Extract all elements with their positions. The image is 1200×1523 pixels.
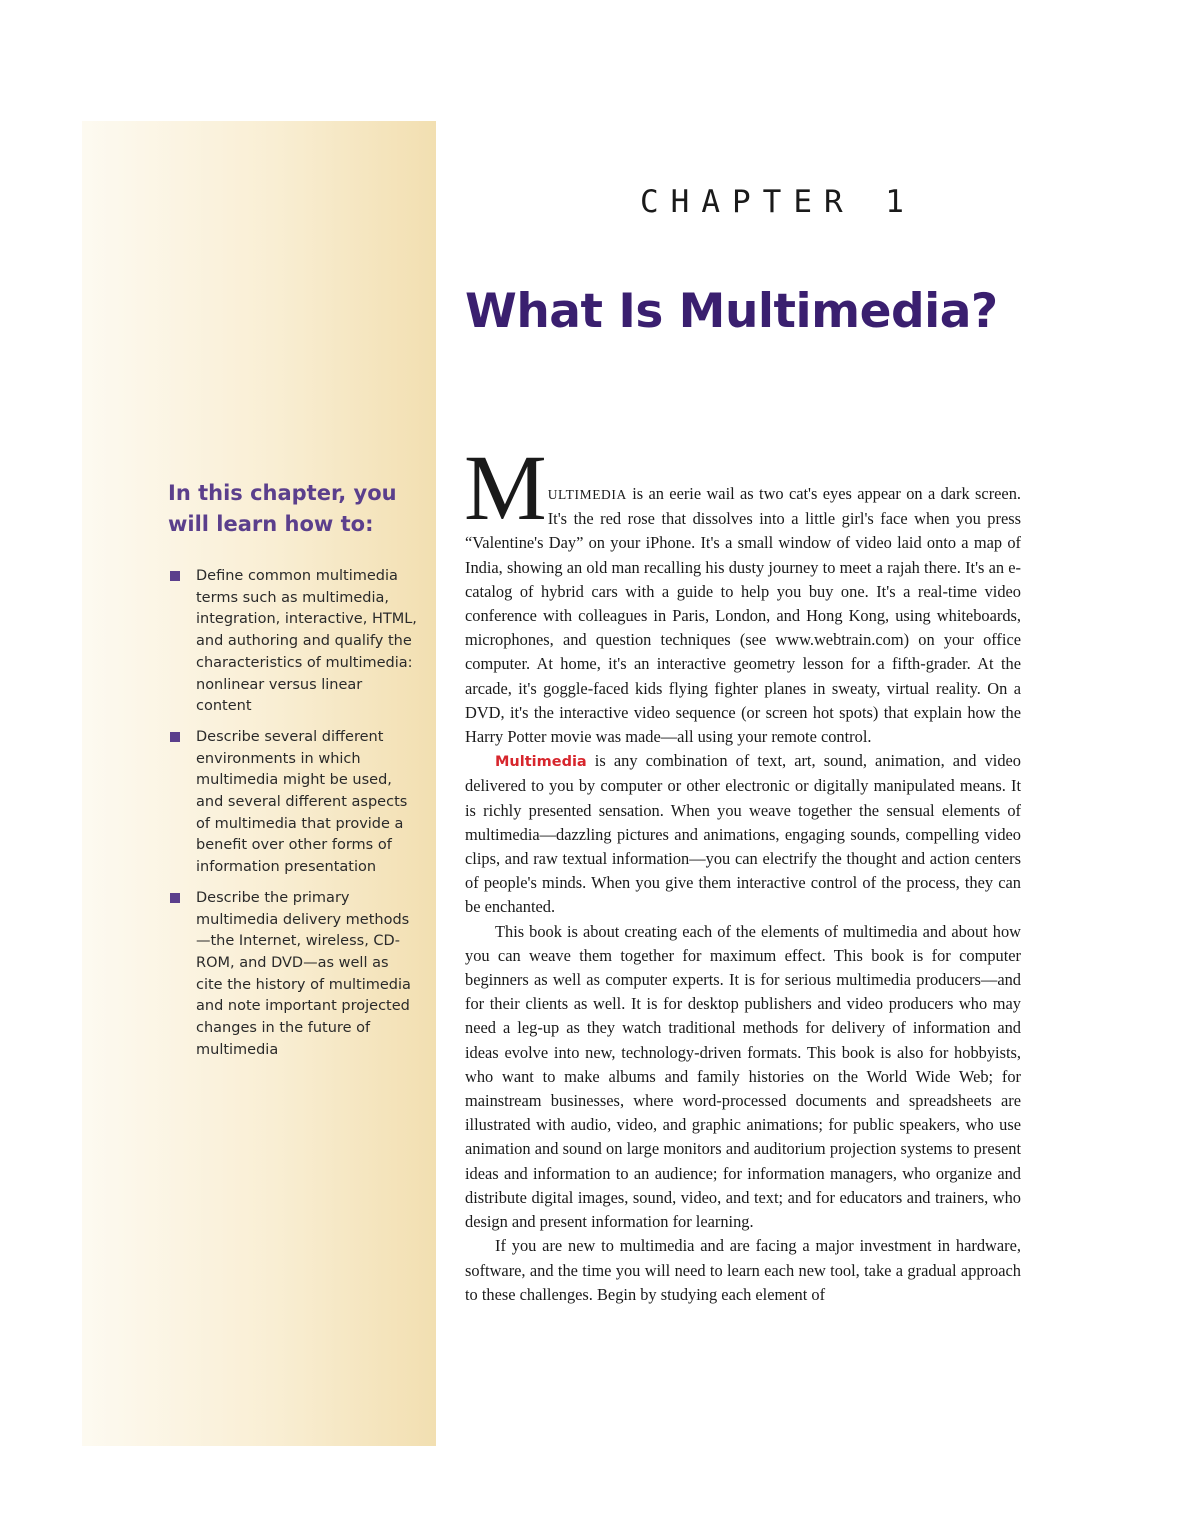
objective-item	[168, 888, 418, 1062]
chapter-number: CHAPTER 1	[640, 184, 916, 220]
lead-in-small-caps: ULTIMEDIA	[547, 487, 627, 502]
key-term: Multimedia	[495, 754, 587, 771]
objective-item	[168, 727, 418, 879]
objectives-heading-line2: will learn how to:	[168, 512, 374, 536]
learning-objectives-list	[168, 566, 418, 1070]
objective-text: Describe several different environments in which multimedia might be used, and several different aspects of multimedia that provide a benefit over other forms of information presentation	[196, 728, 408, 876]
paragraph-text: is an eerie wail as two cat's eyes appear on a dark screen. It's the red rose that dissolves into a little girl's face when you press “Valentine's Day” on your iPhone. It's a small window of video laid onto a map of India, showing an old man recalling his dusty journey to meet a rajah there. It's an e-catalog of hybrid cars with a guide to help you buy one. It's a real-time video conference with colleagues in Paris, London, and Hong Kong, using whiteboards, microphones, and question techniques (see www.webtrain.com) on your office computer. At home, it's an interactive geometry lesson for a fifth-grader. At the arcade, it's goggle-faced kids flying fighter planes in sweaty, virtual reality. On a DVD, it's the interactive video sequence (or screen hot spots) that explain how the Harry Potter movie was made—all using your remote control.	[465, 484, 1021, 747]
body-paragraph-1	[464, 437, 1021, 749]
objective-text: Describe the primary multimedia delivery methods—the Internet, wireless, CD-ROM, and DVD—as well as cite the history of multimedia and note important projected changes in the future of multimedia	[196, 889, 411, 1058]
drop-cap: M	[464, 437, 547, 540]
paragraph-text: is any combination of text, art, sound, animation, and video delivered to you by computer or other electronic or digitally manipulated means. It is richly presented sensation. When you weave together the sensual elements of multimedia—dazzling pictures and animations, engaging sounds, compelling video clips, and raw textual information—you can electrify the thought and action centers of people's minds. When you give them interactive control of the process, they can be enchanted.	[465, 751, 1021, 917]
square-bullet-icon	[170, 732, 180, 742]
body-paragraph-2	[465, 749, 1021, 919]
square-bullet-icon	[170, 571, 180, 581]
learning-objectives-heading	[168, 478, 418, 540]
objective-text: Define common multimedia terms such as multimedia, integration, interactive, HTML, and authoring and qualify the characteristics of multimedia: nonlinear versus linear content	[196, 568, 417, 715]
objectives-heading-line1: In this chapter, you	[168, 481, 397, 505]
chapter-title: What Is Multimedia?	[465, 284, 998, 339]
body-paragraph-3: This book is about creating each of the elements of multimedia and about how you can weave them together for maximum effect. This book is for computer beginners as well as computer experts. It is for serious multimedia producers—and for their clients as well. It is for desktop publishers and video producers who may need a leg-up as they watch traditional methods for delivery of information and ideas evolve into new, technology-driven formats. This book is also for hobbyists, who want to make albums and family histories on the World Wide Web; for mainstream businesses, where word-processed documents and spreadsheets are illustrated with audio, video, and graphic animations; for public speakers, who use animation and sound on large monitors and auditorium projection systems to present ideas and information to an audience; for information managers, who organize and distribute digital images, sound, video, and text; and for educators and trainers, who design and present information for learning.	[465, 921, 1021, 1232]
objective-item	[168, 566, 418, 718]
body-paragraph-4: If you are new to multimedia and are facing a major investment in hardware, software, and the time you will need to learn each new tool, take a gradual approach to these challenges. Begin by studying each element of	[465, 1236, 1021, 1304]
chapter-body	[464, 437, 1021, 1307]
square-bullet-icon	[170, 893, 180, 903]
